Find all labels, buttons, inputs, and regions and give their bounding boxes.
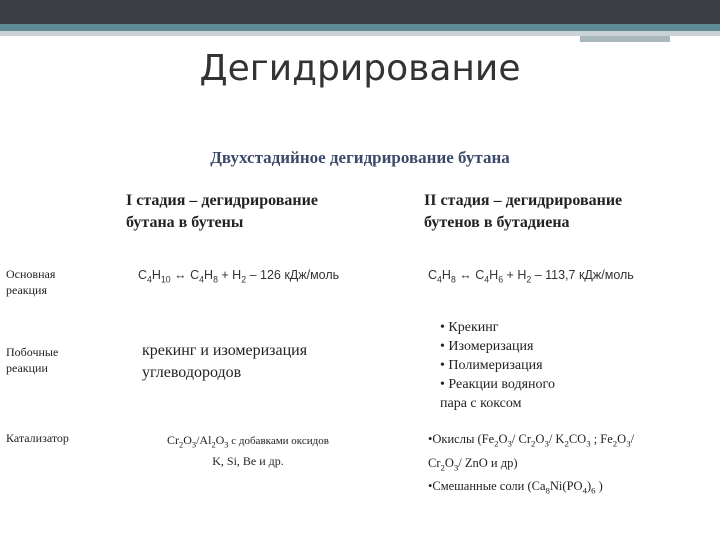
side-reactions-stage2-list <box>440 318 555 413</box>
catalyst-stage2: •Окислы ($Fe_2O_3/$ $Cr_2O_3/$ $K_2CO_3$ ; $Fe_2O_3/$ $Cr_2O_3/$ ZnO и др) •Смешанные соли ($Ca_8Ni(PO_4)_6$ ) <box>428 432 635 496</box>
header-bar-accent <box>0 24 720 31</box>
column-header-stage2: II стадия – дегидрирование бутенов в бутадиена <box>424 192 623 231</box>
column-header-stage1: I стадия – дегидрирование бутана в бутены <box>126 192 318 231</box>
row-label-main-reaction: Основная реакция <box>6 267 56 297</box>
list-item: пара с коксом <box>440 396 522 411</box>
main-reaction-stage1: $C_4H_{10}$ ↔ $C_4H_8 + H_2 - 126$ кДж/моль <box>138 268 340 285</box>
list-item: • Крекинг <box>440 320 499 335</box>
list-item: • Реакции водяного <box>440 377 555 392</box>
list-item: • Изомеризация <box>440 339 534 354</box>
main-reaction-stage2: $C_4H_8$ ↔ $C_4H_6 + H_2 - 113,7$ кДж/моль <box>428 268 634 285</box>
row-label-catalyst: Катализатор <box>6 431 69 445</box>
header-bar-tab <box>580 36 670 42</box>
catalyst-stage1: $Cr_2O_3/Al_2O_3$ с добавками оксидов K, Si, Be и др. <box>167 433 329 469</box>
side-reactions-stage1: крекинг и изомеризация углеводородов <box>142 342 308 381</box>
row-label-side-reactions: Побочные реакции <box>6 345 59 375</box>
slide-subtitle: Двухстадийное дегидрирование бутана <box>210 148 510 167</box>
header-bar-dark <box>0 0 720 24</box>
slide-title: Дегидрирование <box>199 48 521 89</box>
list-item: • Полимеризация <box>440 358 543 373</box>
